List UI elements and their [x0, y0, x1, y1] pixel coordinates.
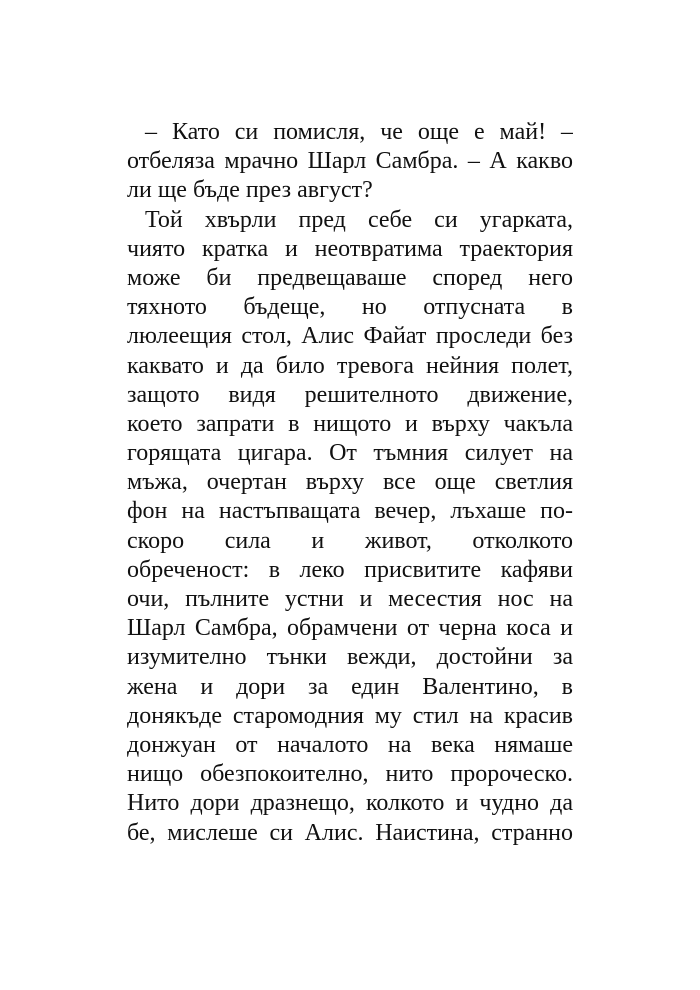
text-line: което запрати в нищото и върху чакъла [127, 410, 573, 437]
text-line: горящата цигара. От тъмния силует на [127, 440, 573, 467]
text-line: скоро сила и живот, отколкото [127, 527, 573, 554]
text-line: изумително тънки вежди, достойни за [127, 644, 573, 671]
text-line: жена и дори за един Валентино, в [127, 673, 573, 700]
text-line: чиято кратка и неотвратима траектория [127, 235, 573, 262]
text-line: обреченост: в леко присвитите кафяви [127, 556, 573, 583]
text-line: донякъде старомодния му стил на красив [127, 702, 573, 729]
text-line: Нито дори дразнещо, колкото и чудно да [127, 790, 573, 817]
text-line: очи, пълните устни и месестия нос на [127, 586, 573, 612]
text-line: донжуан от началото на века нямаше [127, 731, 573, 758]
text-line: отбеляза мрачно Шарл Самбра. – А какво [127, 148, 573, 175]
text-line: – Като си помисля, че още е май! – [145, 119, 573, 145]
text-line: нищо обезпокоително, нито пророческо. [127, 761, 573, 788]
text-line: ли ще бъде през август? [127, 177, 373, 204]
text-line: бе, мислеше си Алис. Наистина, странно [127, 819, 573, 846]
text-line: каквато и да било тревога нейния полет, [127, 352, 573, 379]
text-line: защото видя решителното движение, [127, 381, 573, 408]
text-line: мъжа, очертан върху все още светлия [127, 469, 573, 496]
text-line: фон на настъпващата вечер, лъхаше по- [127, 498, 573, 525]
text-line: Шарл Самбра, обрамчени от черна коса и [127, 615, 573, 642]
text-line: може би предвещаваше според него [127, 264, 573, 291]
text-line: люлеещия стол, Алис Файат проследи без [127, 323, 573, 350]
body-text [127, 118, 573, 848]
text-line: тяхното бъдеще, но отпусната в [127, 294, 573, 321]
text-line: Той хвърли пред себе си угарката, [145, 206, 573, 233]
